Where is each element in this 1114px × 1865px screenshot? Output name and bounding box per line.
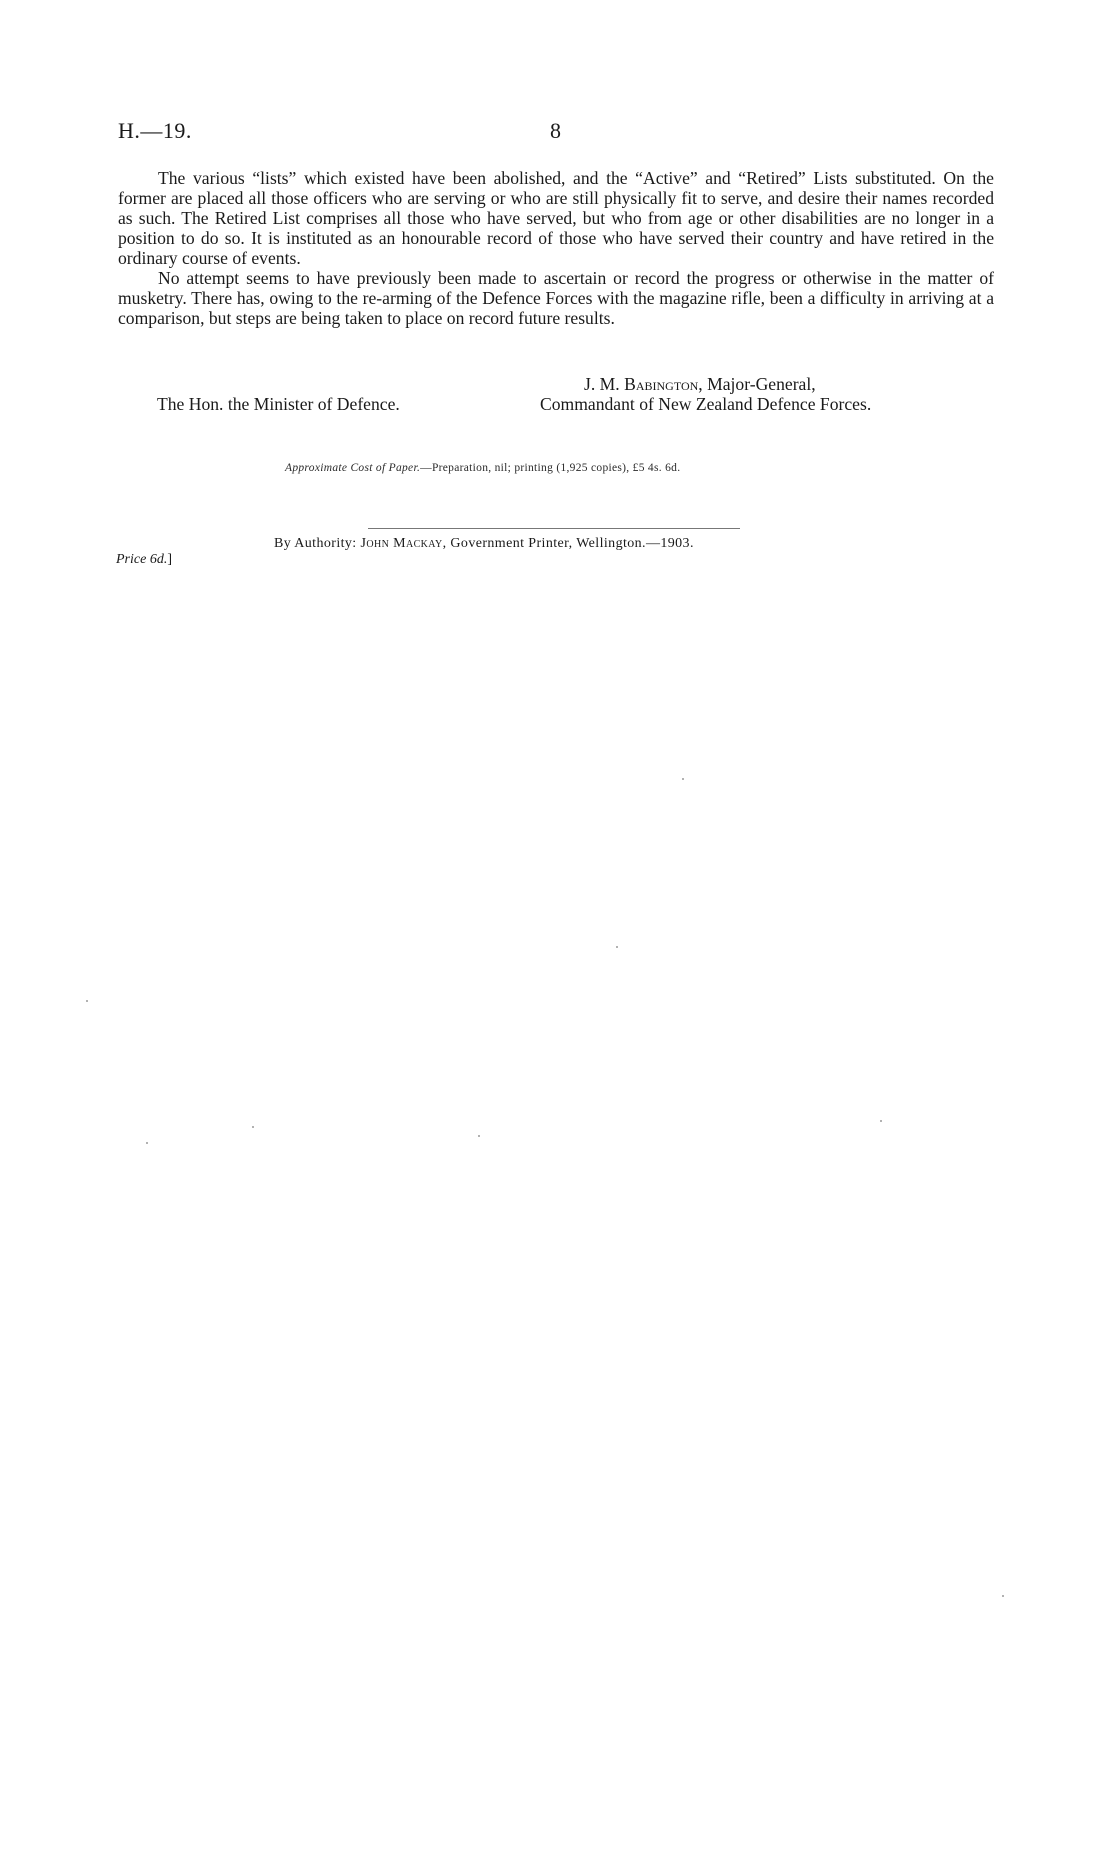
- page-number: 8: [550, 118, 561, 143]
- paper-speck: [1002, 1595, 1004, 1597]
- report-body: [118, 168, 994, 328]
- paper-speck: [682, 778, 684, 780]
- price-note: [116, 552, 172, 568]
- cost-note-details: —Preparation, nil; printing (1,925 copies), £5 4s. 6d.: [420, 462, 681, 474]
- signatory-initials: J. M.: [584, 374, 620, 394]
- paper-speck: [880, 1120, 882, 1122]
- printing-cost-note: [285, 462, 680, 474]
- paper-speck: [86, 1000, 88, 1002]
- imprint-prefix: By Authority:: [274, 536, 357, 551]
- paper-speck: [478, 1135, 480, 1137]
- paper-speck: [146, 1142, 148, 1144]
- paper-speck: [252, 1126, 254, 1128]
- signature-block: [540, 374, 1000, 414]
- signatory-surname: Babington: [624, 374, 699, 394]
- imprint-divider: [368, 528, 740, 529]
- imprint-suffix: , Government Printer, Wellington.—1903.: [442, 536, 694, 551]
- price-bracket: ]: [167, 552, 172, 567]
- paragraph-lists: The various “lists” which existed have been abolished, and the “Active” and “Retired” Lists substituted. On the former are placed all those officers who are serving or who are still physically fit to serve, and desire their names recorded as such. The Retired List comprises all those who have served, but who from age or other disabilities are no longer in a position to do so. It is instituted as an honourable record of those who have served their country and have retired in the ordinary course of events.: [118, 168, 994, 268]
- signatory-title: Commandant of New Zealand Defence Forces.: [540, 394, 872, 414]
- signatory-line: [540, 374, 1000, 394]
- printer-imprint: [274, 536, 694, 552]
- price-label: Price 6d.: [116, 552, 168, 567]
- cost-note-label: Approximate Cost of Paper.: [285, 462, 421, 474]
- paper-speck: [616, 946, 618, 948]
- printer-name: John Mackay: [360, 536, 443, 551]
- signatory-rank: , Major-General,: [698, 374, 816, 394]
- paragraph-musketry: No attempt seems to have previously been made to ascertain or record the progress or otherwise in the matter of musketry. There has, owing to the re-arming of the Defence Forces with the magazine rifle, been a difficulty in arriving at a comparison, but steps are being taken to place on record future results.: [118, 268, 994, 328]
- document-reference: H.—19.: [118, 118, 192, 143]
- addressee: The Hon. the Minister of Defence.: [157, 394, 400, 414]
